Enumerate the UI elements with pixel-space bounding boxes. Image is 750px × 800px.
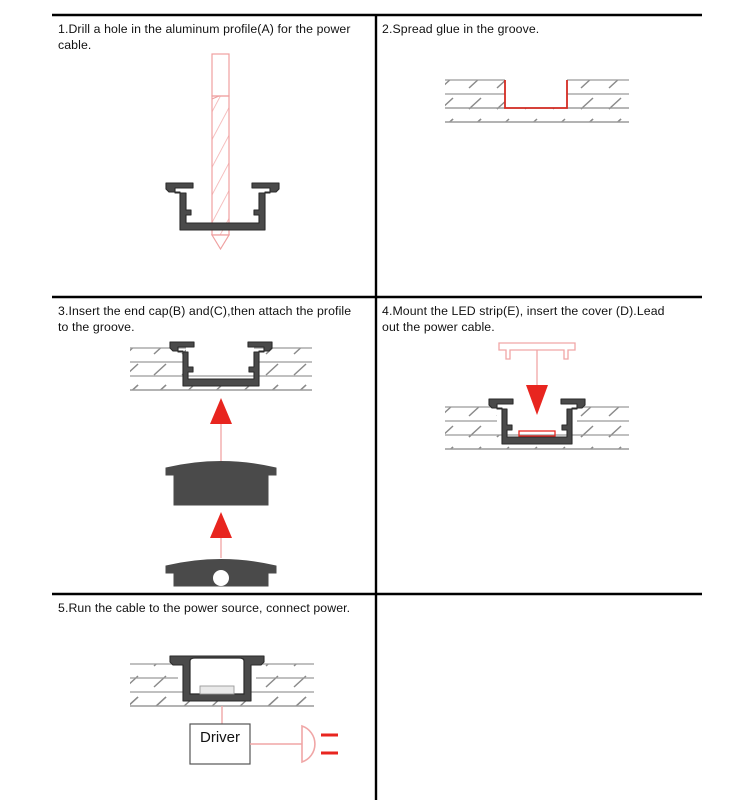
drill-tip xyxy=(212,235,229,249)
cable-hole xyxy=(213,570,229,586)
groove-outline xyxy=(505,80,567,108)
step-2-text: 2.Spread glue in the groove. xyxy=(382,22,540,36)
substrate-hatch-bottom xyxy=(445,108,629,122)
mains-plug-icon xyxy=(302,726,338,762)
step-3-diagram xyxy=(122,338,322,588)
end-cap-b xyxy=(166,462,276,506)
end-cap-c xyxy=(166,560,276,587)
step-4-text: 4.Mount the LED strip(E), insert the cover (D).Lead out the power cable. xyxy=(382,304,669,334)
drill-flutes xyxy=(212,96,229,235)
led-strip-e xyxy=(200,686,234,694)
step-2-diagram xyxy=(437,72,637,152)
assembly-arrow-upper xyxy=(210,398,232,468)
insertion-arrow xyxy=(526,350,548,415)
step-5-text: 5.Run the cable to the power source, connect power. xyxy=(58,601,351,615)
step-1-diagram xyxy=(155,52,295,262)
driver-label: Driver xyxy=(200,729,240,746)
assembly-arrow-lower xyxy=(210,512,232,558)
step-5-diagram xyxy=(122,650,352,790)
step-3-text: 3.Insert the end cap(B) and(C),then attach the profile to the groove. xyxy=(58,304,355,334)
step-4-diagram xyxy=(437,337,637,477)
drill-shank xyxy=(212,54,229,96)
cover-d-installed xyxy=(190,658,244,694)
step-1-text: 1.Drill a hole in the aluminum profile(A) for the power cable. xyxy=(58,22,355,52)
